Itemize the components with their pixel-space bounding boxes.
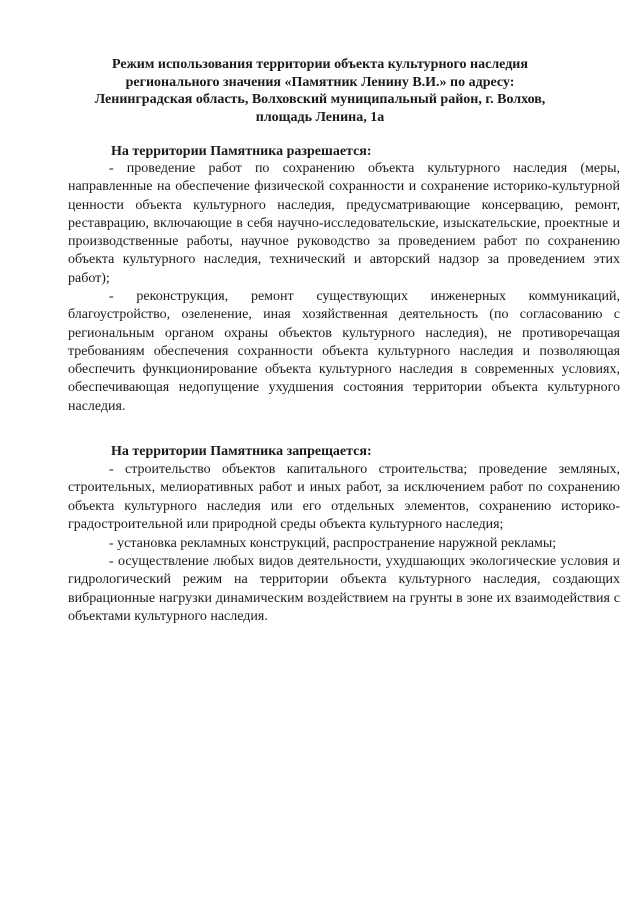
title-line-4: площадь Ленина, 1а bbox=[255, 109, 385, 125]
title-line-1: Режим использования территории объекта культурного наследия bbox=[112, 57, 528, 72]
allowed-item-1: - проведение работ по сохранению объекта культурного наследия (меры, направленные на обеспечение физической сохранности и сохранение историко-культурной ценности объекта культурного наследия, предусматривающие консервацию, ремонт, реставрацию, включающие в себя научно-исследовательские, изыскательские, проектные и производственные работы, научное руководство за проведением работ по сохранению объекта культурного наследия, технический и авторский надзор за проведением этих работ); bbox=[68, 161, 620, 286]
document-title bbox=[60, 56, 580, 126]
forbidden-item-1: - строительство объектов капитального строительства; проведение земляных, строительных, мелиоративных работ и иных работ, за исключением работ по сохранению объекта культурного наследия или его отдельных элементов, сохранению историко-градостроительной или природной среды объекта культурного наследия; bbox=[68, 462, 620, 532]
allowed-item-2: - реконструкция, ремонт существующих инженерных коммуникаций, благоустройство, озеленение, иная хозяйственная деятельность (по согласованию с региональным органом охраны объектов культурного наследия), не противоречащая требованиям обеспечения сохранности объекта культурного наследия и позволяющая обеспечить функционирование объекта культурного наследия в современных условиях, обеспечивающая недопущение ухудшения состояния территории объекта культурного наследия. bbox=[68, 289, 620, 414]
forbidden-heading: На территории Памятника запрещается: bbox=[111, 444, 372, 459]
title-line-3: Ленинградская область, Волховский муниципальный район, г. Волхов, bbox=[94, 92, 546, 107]
forbidden-item-3: - осуществление любых видов деятельности, ухудшающих экологические условия и гидрологический режим на территории объекта культурного наследия, создающих вибрационные нагрузки динамическим воздействием на грунты в зоне их взаимодействия с объектами культурного наследия. bbox=[68, 554, 620, 624]
allowed-heading: На территории Памятника разрешается: bbox=[111, 144, 372, 159]
title-line-2: регионального значения «Памятник Ленину В.И.» по адресу: bbox=[125, 74, 515, 90]
forbidden-item-2: - установка рекламных конструкций, распространение наружной рекламы; bbox=[109, 536, 557, 551]
